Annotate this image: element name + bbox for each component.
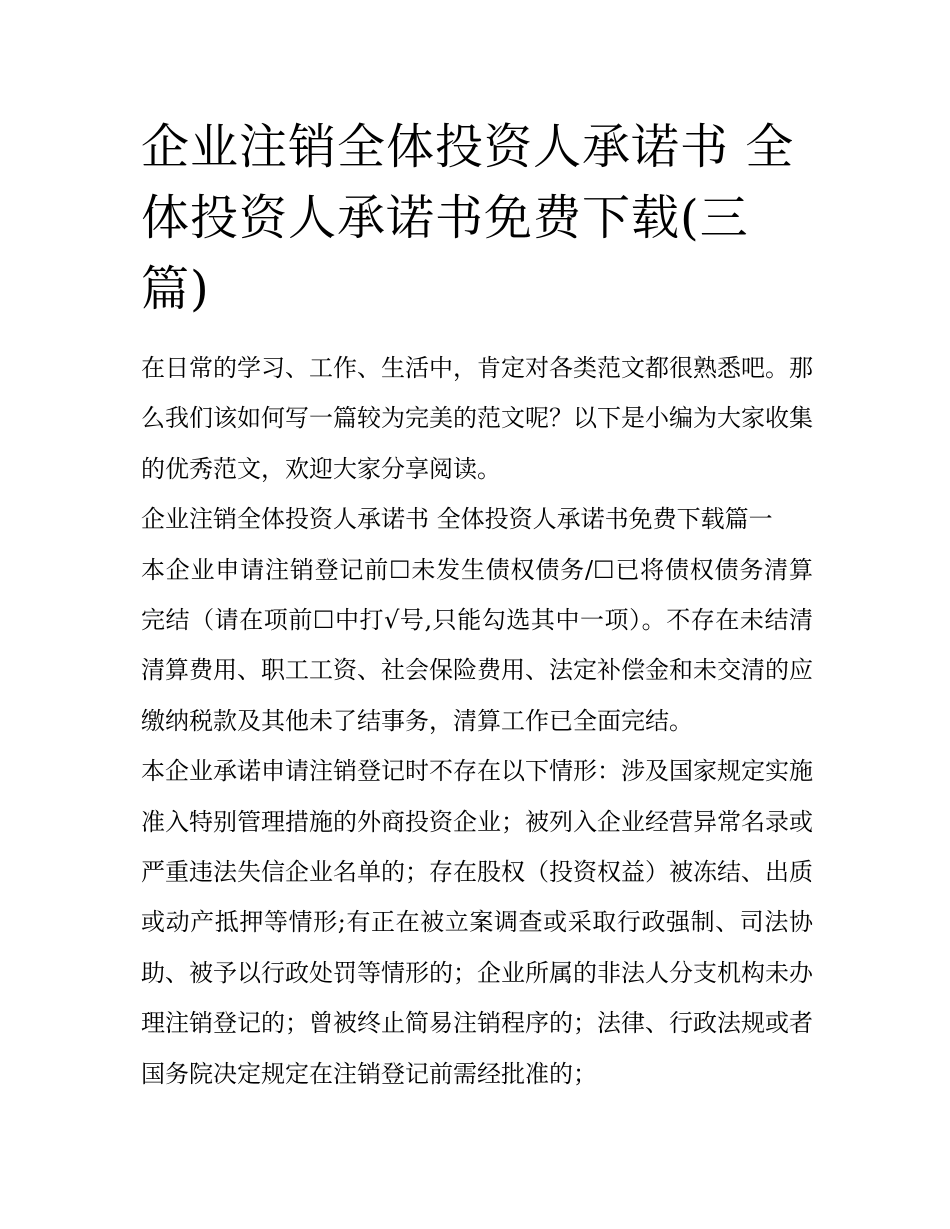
section-heading: 企业注销全体投资人承诺书 全体投资人承诺书免费下载篇一 [141, 505, 773, 534]
commitment-paragraph-1: 本企业申请注销登记前☐未发生债权债务/☐已将债权债务清算完结（请在项前☐中打√号,只能勾选其中一项）。不存在未结清清算费用、职工工资、社会保险费用、法定补偿金和未交清的应缴纳税款及其他未了结事务，清算工作已全面完结。 [141, 555, 813, 735]
document-page [141, 112, 813, 1099]
document-body [141, 343, 813, 1099]
intro-paragraph: 在日常的学习、工作、生活中，肯定对各类范文都很熟悉吧。那么我们该如何写一篇较为完美的范文呢？以下是小编为大家收集的优秀范文，欢迎大家分享阅读。 [141, 354, 813, 483]
document-title: 企业注销全体投资人承诺书 全体投资人承诺书免费下载(三篇) [141, 119, 795, 317]
commitment-paragraph-2: 本企业承诺申请注销登记时不存在以下情形：涉及国家规定实施准入特别管理措施的外商投资企业；被列入企业经营异常名录或严重违法失信企业名单的；存在股权（投资权益）被冻结、出质或动产抵押等情形;有正在被立案调查或采取行政强制、司法协助、被予以行政处罚等情形的；企业所属的非法人分支机构未办理注销登记的；曾被终止简易注销程序的；法律、行政法规或者国务院决定规定在注销登记前需经批准的； [141, 757, 813, 1088]
